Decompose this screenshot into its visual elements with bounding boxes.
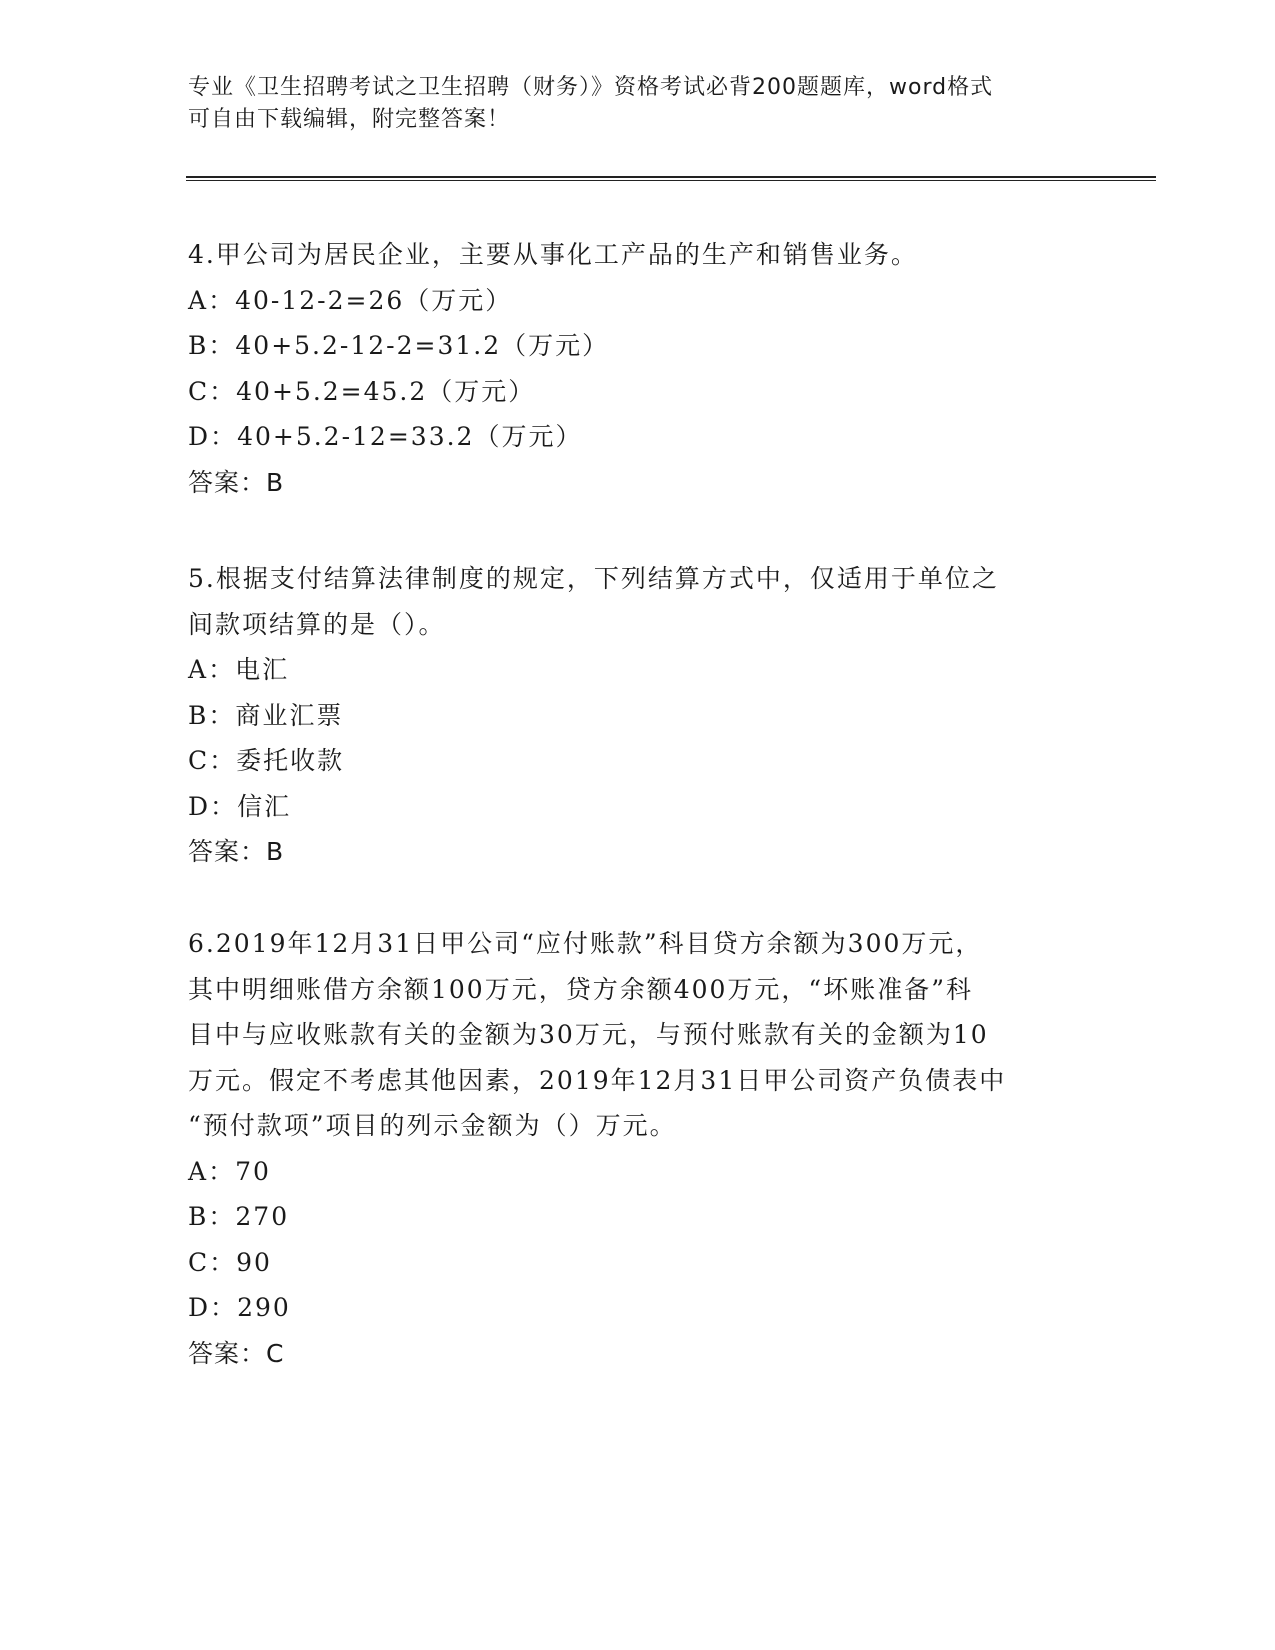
option-c	[188, 1240, 1068, 1286]
option-separator: ：	[209, 376, 237, 406]
option-d	[188, 414, 1068, 460]
header-line: 可自由下载编辑，附完整答案！	[188, 107, 511, 132]
question-stem: 间款项结算的是（）。	[188, 609, 446, 639]
option-b	[188, 323, 1068, 369]
option-text: 90	[236, 1247, 272, 1277]
option-text: 40-12-2=26（万元）	[235, 285, 513, 315]
option-d	[188, 784, 1068, 830]
option-text: 290	[237, 1293, 291, 1322]
option-d	[188, 1285, 1068, 1331]
option-separator: ：	[209, 746, 237, 775]
answer-line: 答案：B	[188, 467, 285, 497]
option-separator: ：	[208, 655, 236, 684]
option-a	[188, 278, 1068, 324]
document-header	[188, 72, 1068, 136]
option-separator: ：	[208, 331, 236, 360]
question-5	[188, 556, 1068, 875]
option-text: 40+5.2=45.2（万元）	[236, 376, 536, 406]
option-separator: ：	[208, 1156, 236, 1186]
option-letter: B	[188, 331, 209, 360]
option-text: 电汇	[235, 655, 290, 684]
question-stem: 4.甲公司为居民企业，主要从事化工产品的生产和销售业务。	[188, 240, 918, 269]
question-stem: 其中明细账借方余额100万元，贷方余额400万元，“坏账准备”科	[188, 974, 973, 1004]
answer-line: 答案：C	[188, 1338, 285, 1368]
option-text: 40+5.2-12-2=31.2（万元）	[235, 331, 610, 360]
option-separator: ：	[208, 285, 236, 315]
question-stem: 5.根据支付结算法律制度的规定，下列结算方式中，仅适用于单位之	[188, 564, 999, 593]
option-letter: A	[188, 655, 209, 684]
option-a	[188, 1149, 1068, 1195]
option-letter: C	[188, 1247, 210, 1277]
header-line: 专业《卫生招聘考试之卫生招聘（财务）》资格考试必背200题题库，word格式	[188, 75, 994, 100]
option-letter: B	[188, 1202, 209, 1231]
option-separator: ：	[210, 422, 238, 451]
question-4	[188, 232, 1068, 505]
option-separator: ：	[209, 1247, 237, 1277]
option-text: 信汇	[237, 791, 292, 821]
question-stem: 万元。假定不考虑其他因素，2019年12月31日甲公司资产负债表中	[188, 1065, 1007, 1095]
option-c	[188, 369, 1068, 415]
option-separator: ：	[208, 1202, 236, 1231]
option-separator: ：	[210, 791, 238, 821]
question-6	[188, 921, 1068, 1376]
option-letter: A	[188, 1156, 209, 1186]
option-letter: D	[188, 1293, 211, 1322]
question-stem: “预付款项”项目的列示金额为（）万元。	[188, 1111, 677, 1140]
option-letter: B	[188, 700, 209, 730]
option-a	[188, 647, 1068, 693]
option-letter: D	[188, 422, 211, 451]
question-stem: 目中与应收账款有关的金额为30万元，与预付账款有关的金额为10	[188, 1020, 989, 1049]
header-divider	[186, 176, 1156, 181]
option-text: 委托收款	[236, 746, 345, 775]
option-letter: C	[188, 746, 210, 775]
option-text: 商业汇票	[235, 700, 344, 730]
option-text: 270	[235, 1202, 290, 1231]
option-text: 70	[235, 1156, 271, 1186]
option-letter: A	[188, 285, 209, 315]
option-b	[188, 1194, 1068, 1240]
option-c	[188, 738, 1068, 784]
option-letter: C	[188, 376, 210, 406]
option-separator: ：	[208, 700, 236, 730]
option-text: 40+5.2-12=33.2（万元）	[237, 422, 583, 451]
answer-line: 答案：B	[188, 837, 285, 866]
option-separator: ：	[210, 1293, 238, 1322]
option-letter: D	[188, 791, 211, 821]
option-b	[188, 693, 1068, 739]
question-stem: 6.2019年12月31日甲公司“应付账款”科目贷方余额为300万元，	[188, 929, 983, 958]
